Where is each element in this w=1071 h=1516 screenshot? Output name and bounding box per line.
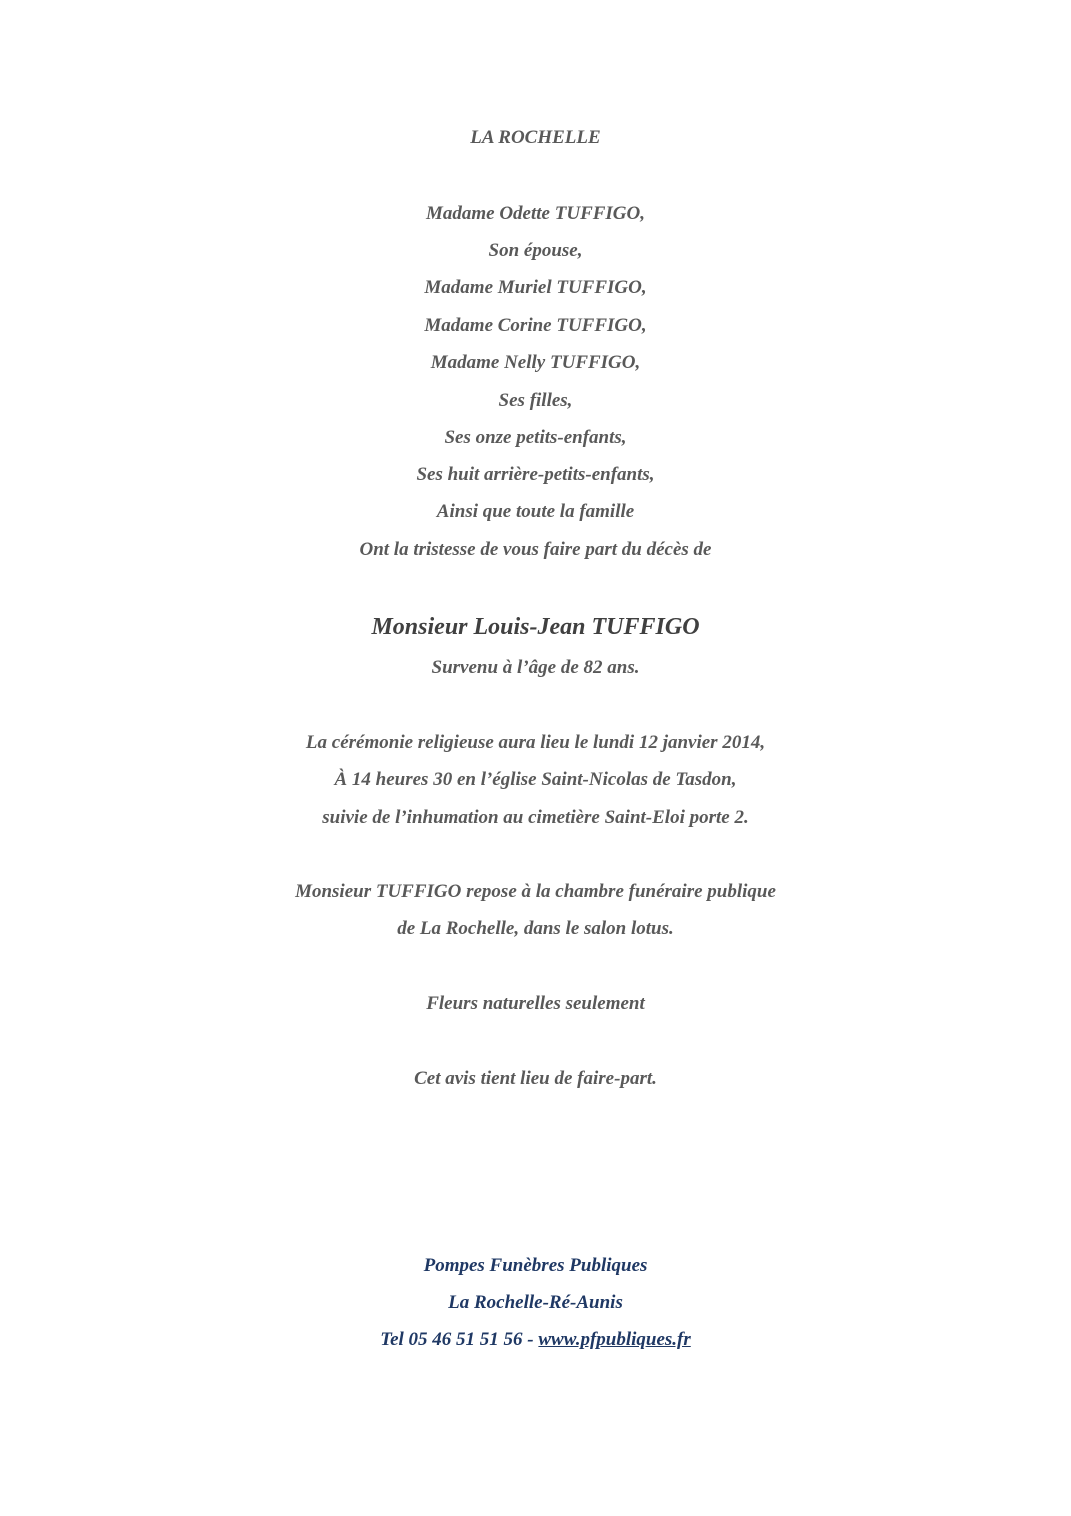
city-heading: LA ROCHELLE xyxy=(470,127,601,148)
family-line-2: Son épouse, xyxy=(488,240,583,261)
deceased-age: Survenu à l’âge de 82 ans. xyxy=(431,657,640,678)
family-line-6: Ses filles, xyxy=(498,390,573,411)
family-line-1: Madame Odette TUFFIGO, xyxy=(425,203,645,224)
family-line-10: Ont la tristesse de vous faire part du décès de xyxy=(359,539,712,560)
repose-line-2: de La Rochelle, dans le salon lotus. xyxy=(397,918,674,939)
footer-company: Pompes Funèbres Publiques xyxy=(423,1255,648,1276)
flowers-note: Fleurs naturelles seulement xyxy=(426,993,645,1014)
family-line-4: Madame Corine TUFFIGO, xyxy=(424,315,647,336)
ceremony-line-3: suivie de l’inhumation au cimetière Saint-Eloi porte 2. xyxy=(322,807,749,828)
family-line-7: Ses onze petits-enfants, xyxy=(444,427,627,448)
family-line-9: Ainsi que toute la famille xyxy=(436,501,635,522)
footer-location: La Rochelle-Ré-Aunis xyxy=(448,1292,623,1313)
repose-line-1: Monsieur TUFFIGO repose à la chambre funéraire publique xyxy=(295,881,776,902)
family-line-5: Madame Nelly TUFFIGO, xyxy=(430,352,641,373)
ceremony-line-2: À 14 heures 30 en l’église Saint-Nicolas de Tasdon, xyxy=(334,769,737,790)
family-line-8: Ses huit arrière-petits-enfants, xyxy=(416,464,655,485)
ceremony-line-1: La cérémonie religieuse aura lieu le lundi 12 janvier 2014, xyxy=(305,732,766,753)
footer-contact xyxy=(0,1328,1071,1352)
footer-website-link[interactable]: www.pfpubliques.fr xyxy=(538,1329,691,1350)
family-line-3: Madame Muriel TUFFIGO, xyxy=(424,277,647,298)
footer-telephone: Tel 05 46 51 51 56 - xyxy=(380,1329,539,1350)
deceased-name: Monsieur Louis-Jean TUFFIGO xyxy=(371,614,700,640)
notice-note: Cet avis tient lieu de faire-part. xyxy=(414,1068,657,1089)
